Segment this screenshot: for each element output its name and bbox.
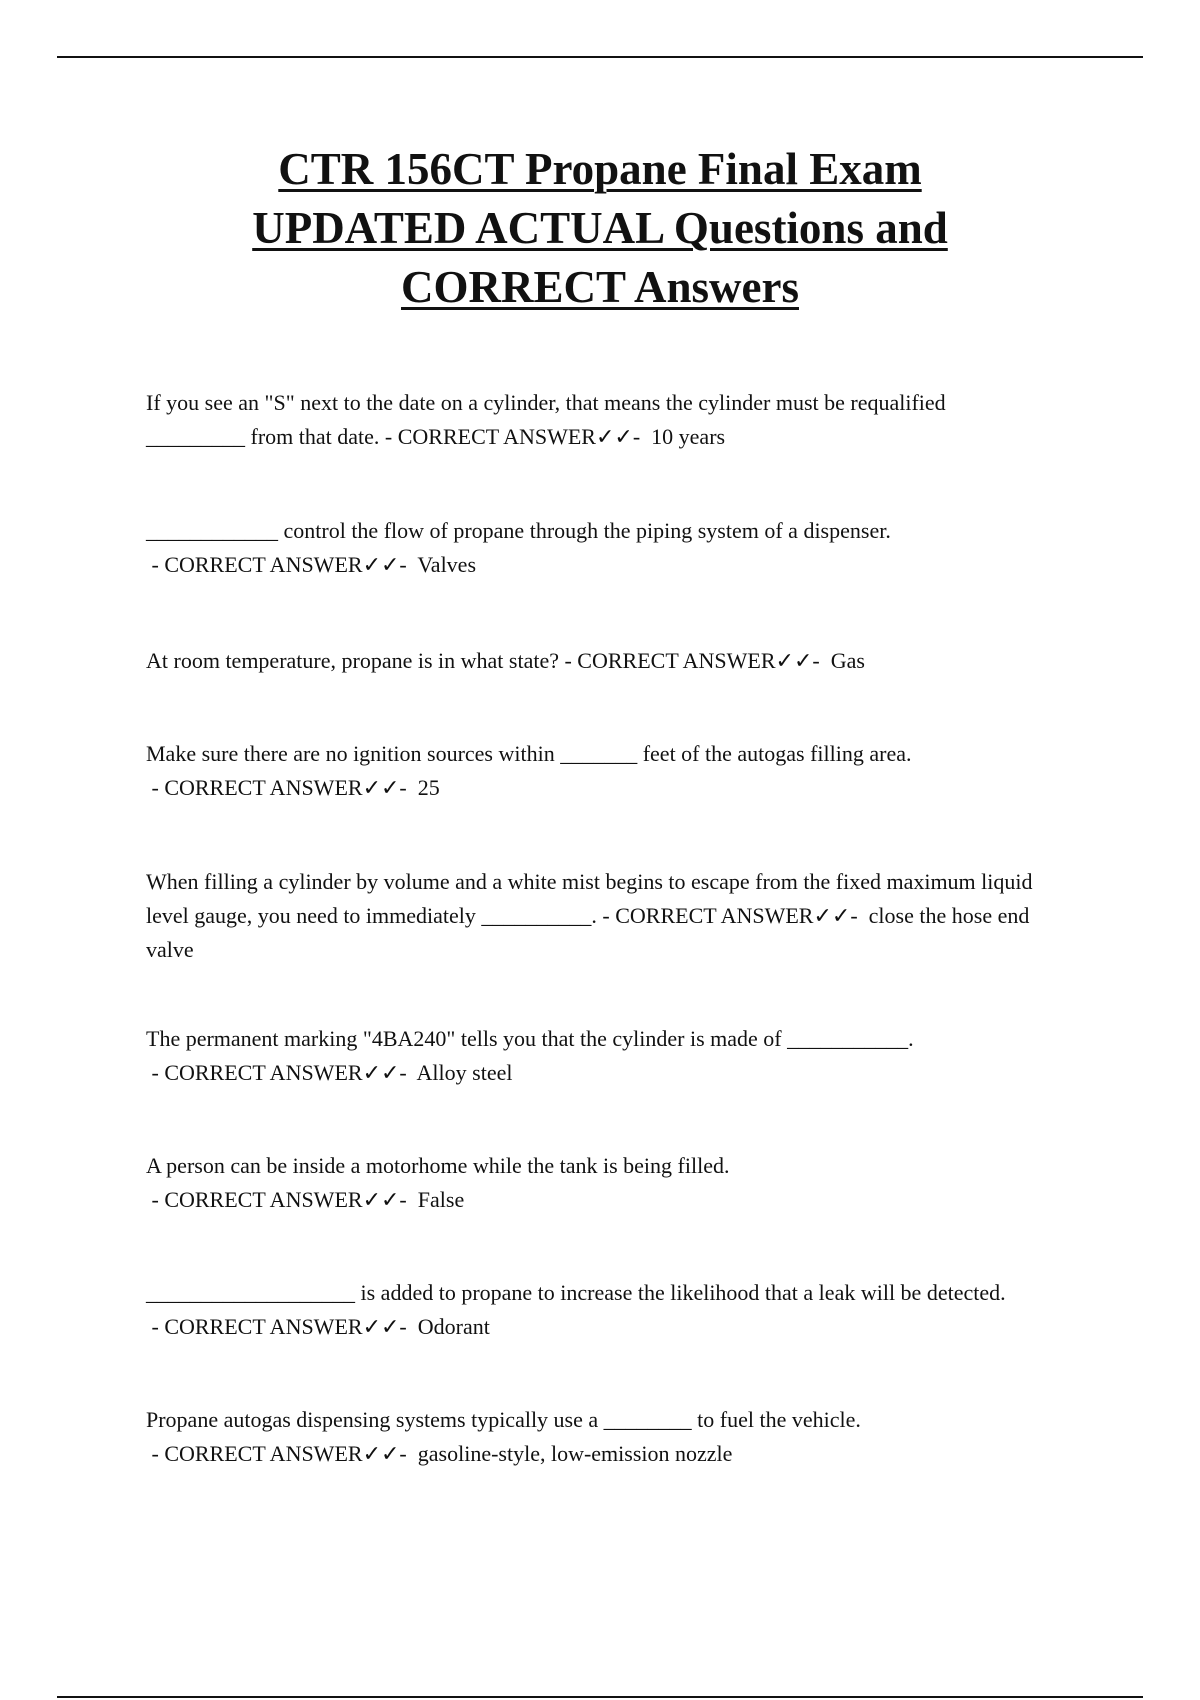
top-rule	[57, 56, 1143, 58]
qa-item-6	[146, 1022, 1046, 1090]
question-text: If you see an "S" next to the date on a cylinder, that means the cylinder must be requalified _________ from that date.	[146, 390, 946, 449]
title-line-2: UPDATED ACTUAL Questions and	[252, 203, 948, 253]
qa-item-1	[146, 386, 1046, 454]
answer-text: Odorant	[417, 1314, 490, 1339]
answer-text: False	[417, 1187, 465, 1212]
answer-text: Gas	[830, 648, 865, 673]
qa-item-3	[146, 644, 1046, 678]
answer-text: 10 years	[651, 424, 726, 449]
correct-answer-marker: - CORRECT ANSWER✓✓-	[146, 775, 418, 800]
answer-text: Alloy steel	[416, 1060, 513, 1085]
answer-text: close the hose end valve	[146, 903, 1030, 962]
qa-item-5	[146, 865, 1046, 967]
question-text: ___________________ is added to propane to increase the likelihood that a leak will be detected.	[146, 1280, 1006, 1305]
answer-text: Valves	[417, 552, 477, 577]
question-text: The permanent marking "4BA240" tells you that the cylinder is made of ___________.	[146, 1026, 914, 1051]
answer-text: 25	[417, 775, 440, 800]
question-text: Propane autogas dispensing systems typically use a ________ to fuel the vehicle.	[146, 1407, 861, 1432]
qa-item-7	[146, 1149, 1046, 1217]
question-text: Make sure there are no ignition sources within _______ feet of the autogas filling area.	[146, 741, 912, 766]
correct-answer-marker: - CORRECT ANSWER✓✓-	[146, 552, 418, 577]
correct-answer-marker: - CORRECT ANSWER✓✓-	[558, 648, 831, 673]
qa-item-8	[146, 1276, 1046, 1344]
correct-answer-marker: - CORRECT ANSWER✓✓-	[146, 1187, 418, 1212]
bottom-rule	[57, 1696, 1143, 1698]
question-text: When filling a cylinder by volume and a white mist begins to escape from the fixed maximum liquid level gauge, you need to immediately __________.	[146, 869, 1033, 928]
correct-answer-marker: - CORRECT ANSWER✓✓-	[146, 1060, 417, 1085]
correct-answer-marker: - CORRECT ANSWER✓✓-	[379, 424, 652, 449]
qa-item-9	[146, 1403, 1046, 1471]
answer-text: gasoline-style, low-emission nozzle	[417, 1441, 733, 1466]
title-line-3: CORRECT Answers	[401, 262, 799, 312]
question-text: ____________ control the flow of propane through the piping system of a dispenser.	[146, 518, 891, 543]
correct-answer-marker: - CORRECT ANSWER✓✓-	[596, 903, 869, 928]
document-title	[100, 140, 1100, 317]
qa-item-4	[146, 737, 1046, 805]
question-text: A person can be inside a motorhome while the tank is being filled.	[146, 1153, 730, 1178]
correct-answer-marker: - CORRECT ANSWER✓✓-	[146, 1314, 418, 1339]
qa-item-2	[146, 514, 1046, 582]
title-line-1: CTR 156CT Propane Final Exam	[278, 144, 922, 194]
question-text: At room temperature, propane is in what state?	[146, 648, 559, 673]
correct-answer-marker: - CORRECT ANSWER✓✓-	[146, 1441, 418, 1466]
